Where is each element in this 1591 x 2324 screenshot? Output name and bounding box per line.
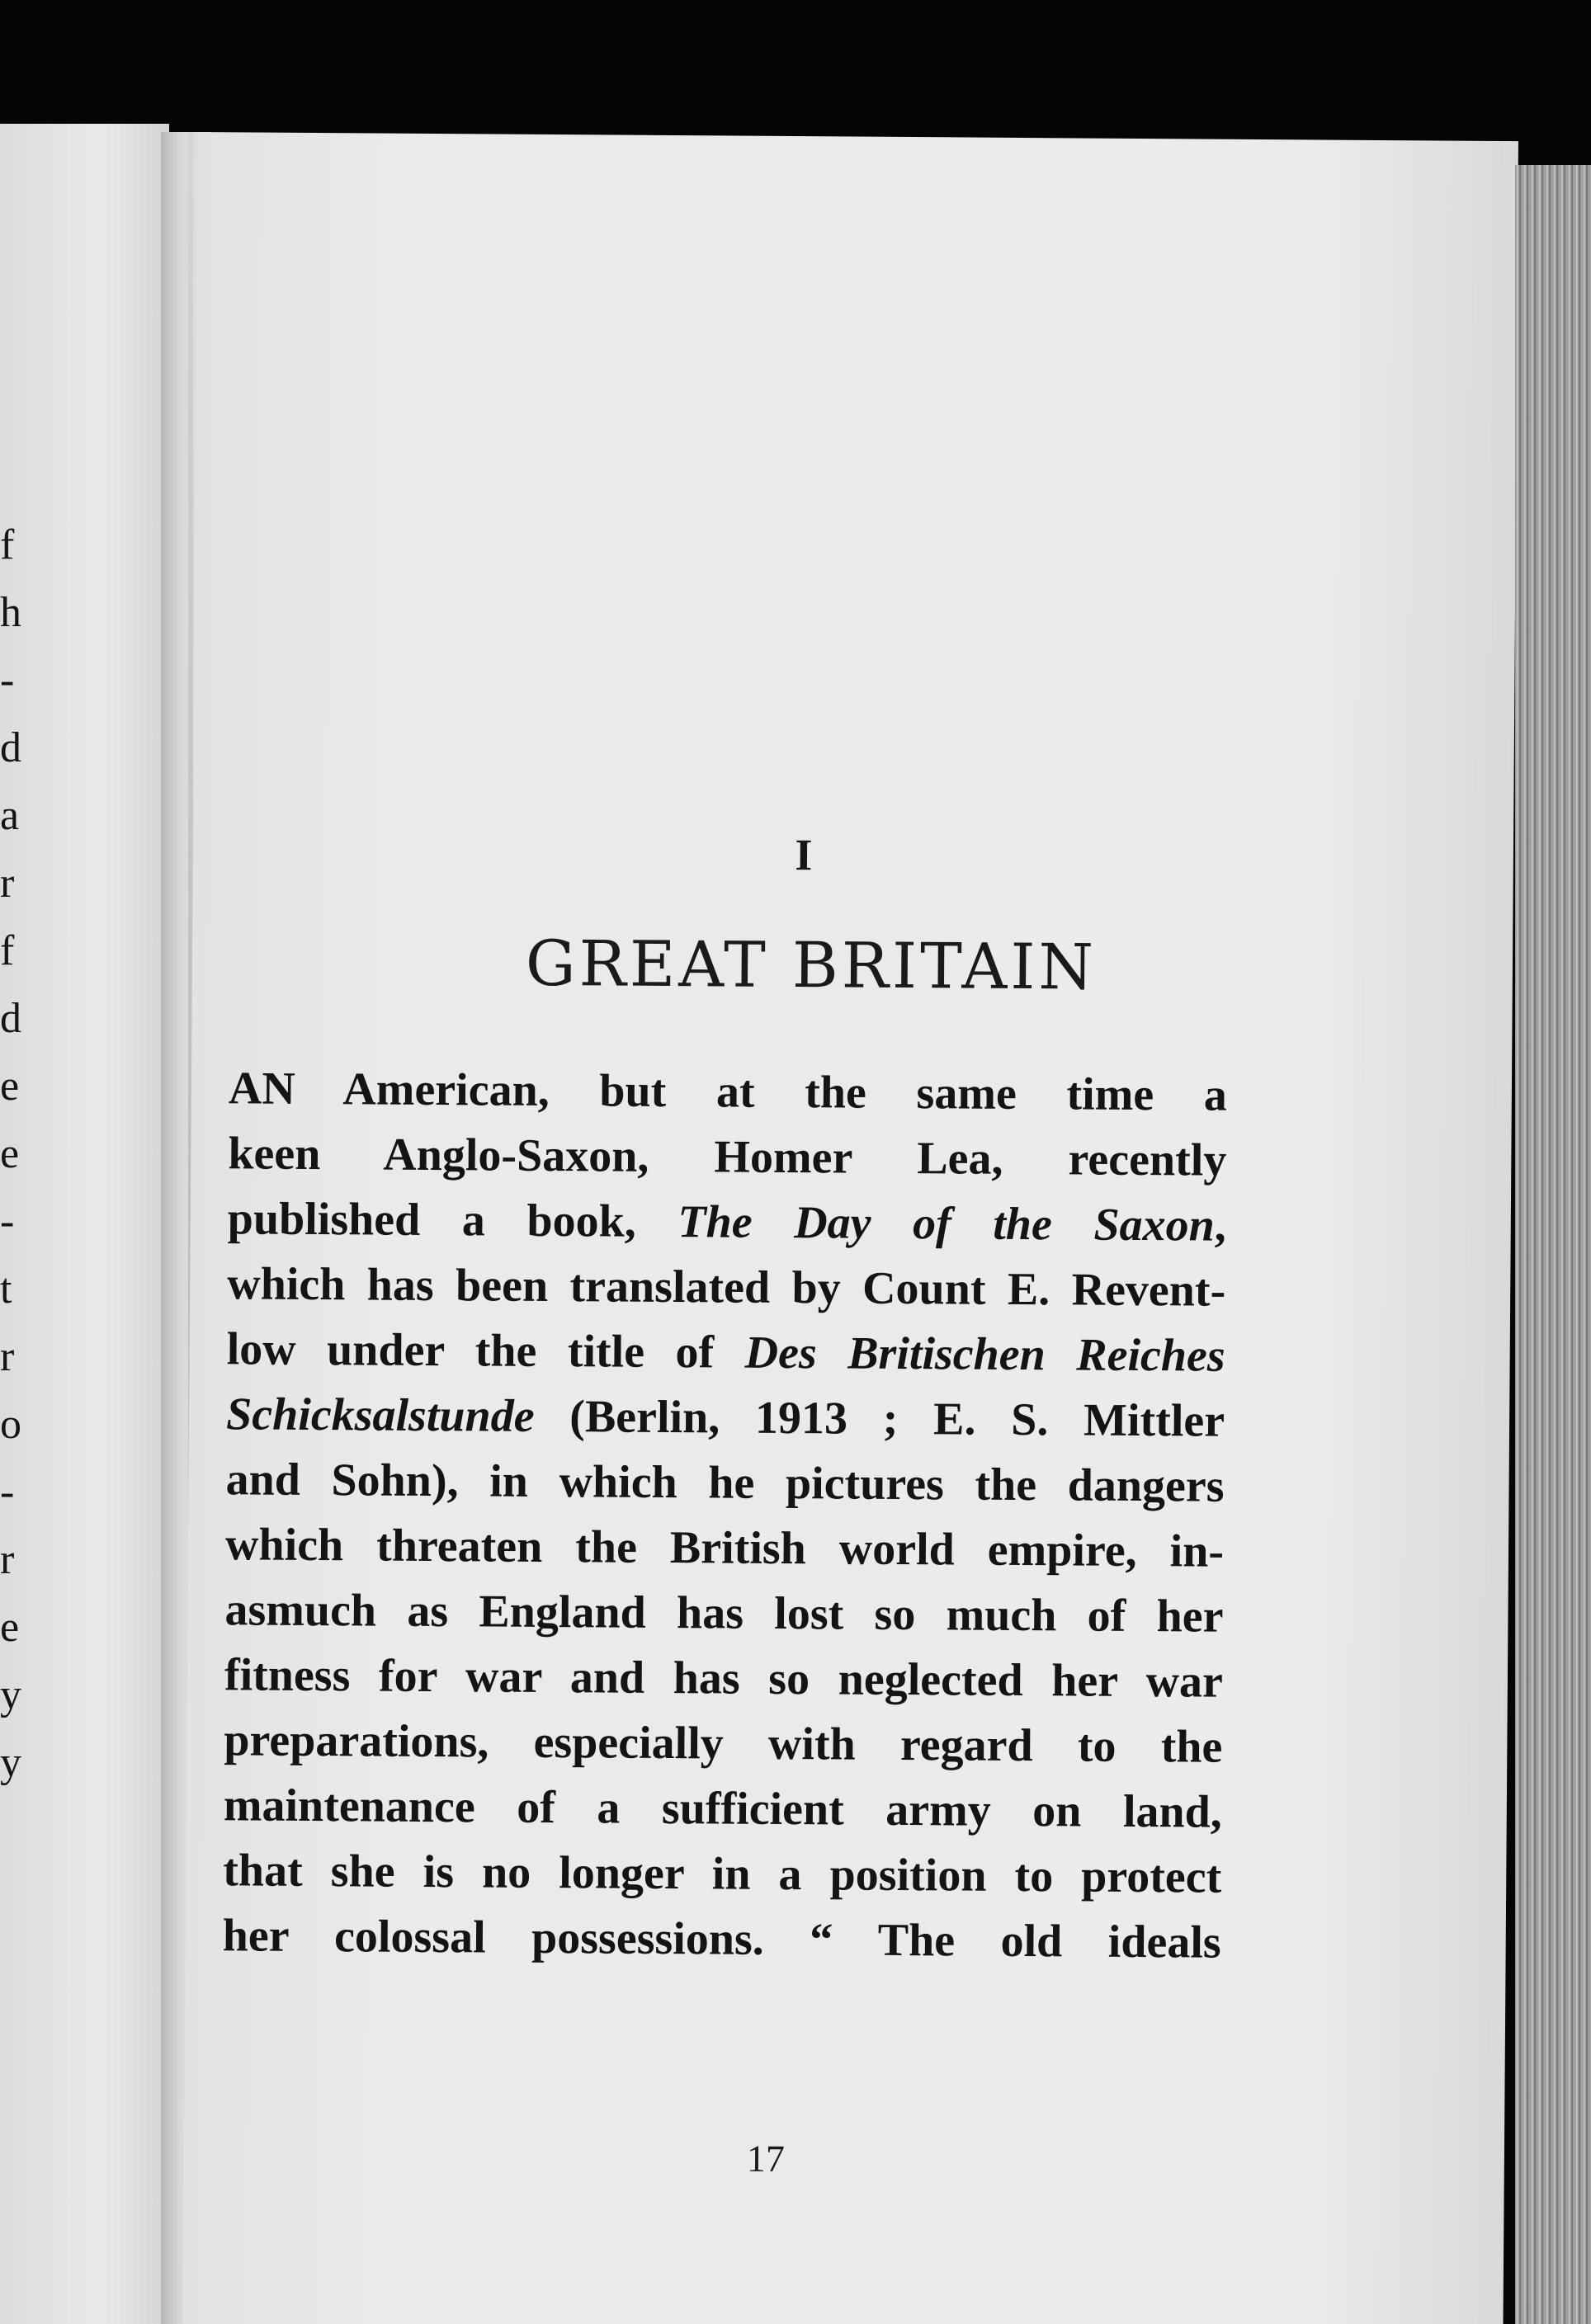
text-line (226, 1382, 1225, 1454)
text-line (224, 1643, 1224, 1714)
cropped-letter: - (0, 657, 15, 704)
text-line (225, 1447, 1225, 1519)
text-line (229, 1056, 1228, 1128)
text-line (226, 1317, 1225, 1388)
text-line (224, 1708, 1223, 1780)
cropped-letter: f (0, 521, 15, 568)
text-line (222, 1903, 1221, 1975)
cropped-letter: r (0, 1333, 15, 1380)
text-line (228, 1186, 1227, 1258)
text-line-content: (Berlin, 1913 ; E. S. Mittler (534, 1390, 1225, 1447)
left-facing-page (0, 124, 169, 2324)
text-line (225, 1512, 1225, 1584)
text-line-content: which has been translated by Count E. Revent- (227, 1258, 1226, 1317)
left-page-cropped-text (0, 511, 50, 1797)
text-line-content: published a book, (227, 1193, 678, 1248)
text-line-content: which threaten the British world empire, in- (224, 1519, 1225, 1577)
text-line (224, 1577, 1224, 1649)
text-line-content: that she is no longer in a position to protect (223, 1845, 1222, 1903)
text-line-content: maintenance of a sufficient army on land, (223, 1780, 1223, 1838)
chapter-title: GREAT BRITAIN (525, 926, 1098, 1004)
cropped-letter: r (0, 1536, 15, 1583)
cropped-letter: h (0, 589, 21, 636)
text-line-content: her colossal possessions. “ The old ideals (222, 1910, 1221, 1968)
cropped-letter: - (0, 1198, 15, 1245)
cropped-letter: y (0, 1671, 21, 1718)
cropped-letter: y (0, 1739, 21, 1786)
text-line-content: and Sohn), in which he pictures the dangers (225, 1454, 1225, 1512)
cropped-letter: e (0, 1130, 20, 1177)
text-line-content: low under the title of (226, 1323, 745, 1379)
cropped-letter: a (0, 792, 20, 839)
page-stack-edge (1515, 165, 1591, 2324)
text-line (223, 1838, 1222, 1910)
german-title-italic: Schicksalstunde (225, 1388, 535, 1442)
text-line-content: , (1214, 1200, 1227, 1252)
cropped-letter: - (0, 1468, 15, 1516)
chapter-number: I (795, 830, 813, 880)
page-number: 17 (746, 2137, 786, 2180)
text-line-content: fitness for war and has so neglected her war (224, 1649, 1224, 1708)
german-title-italic: Des Britischen Reiches (744, 1327, 1225, 1382)
text-line-content: preparations, especially with regard to the (224, 1714, 1223, 1773)
text-line (224, 1773, 1223, 1845)
cropped-letter: r (0, 860, 15, 907)
cropped-letter: o (0, 1401, 21, 1448)
cropped-letter: d (0, 995, 21, 1042)
book-title-italic: The Day of the Saxon (677, 1196, 1216, 1252)
text-line-content: American, but at the same time a (295, 1063, 1228, 1121)
cropped-letter: d (0, 724, 21, 771)
right-page (182, 132, 1518, 2324)
cropped-letter: e (0, 1604, 20, 1651)
cropped-letter: e (0, 1063, 20, 1110)
text-line-content: asmuch as England has lost so much of her (224, 1584, 1224, 1643)
cropped-letter: t (0, 1266, 12, 1313)
text-line-content: keen Anglo-Saxon, Homer Lea, recently (228, 1128, 1227, 1186)
text-line (227, 1252, 1226, 1323)
text-line (228, 1121, 1227, 1193)
body-paragraph (222, 1056, 1227, 1975)
cropped-letter: f (0, 927, 15, 974)
drop-small-caps: AN (228, 1063, 296, 1115)
